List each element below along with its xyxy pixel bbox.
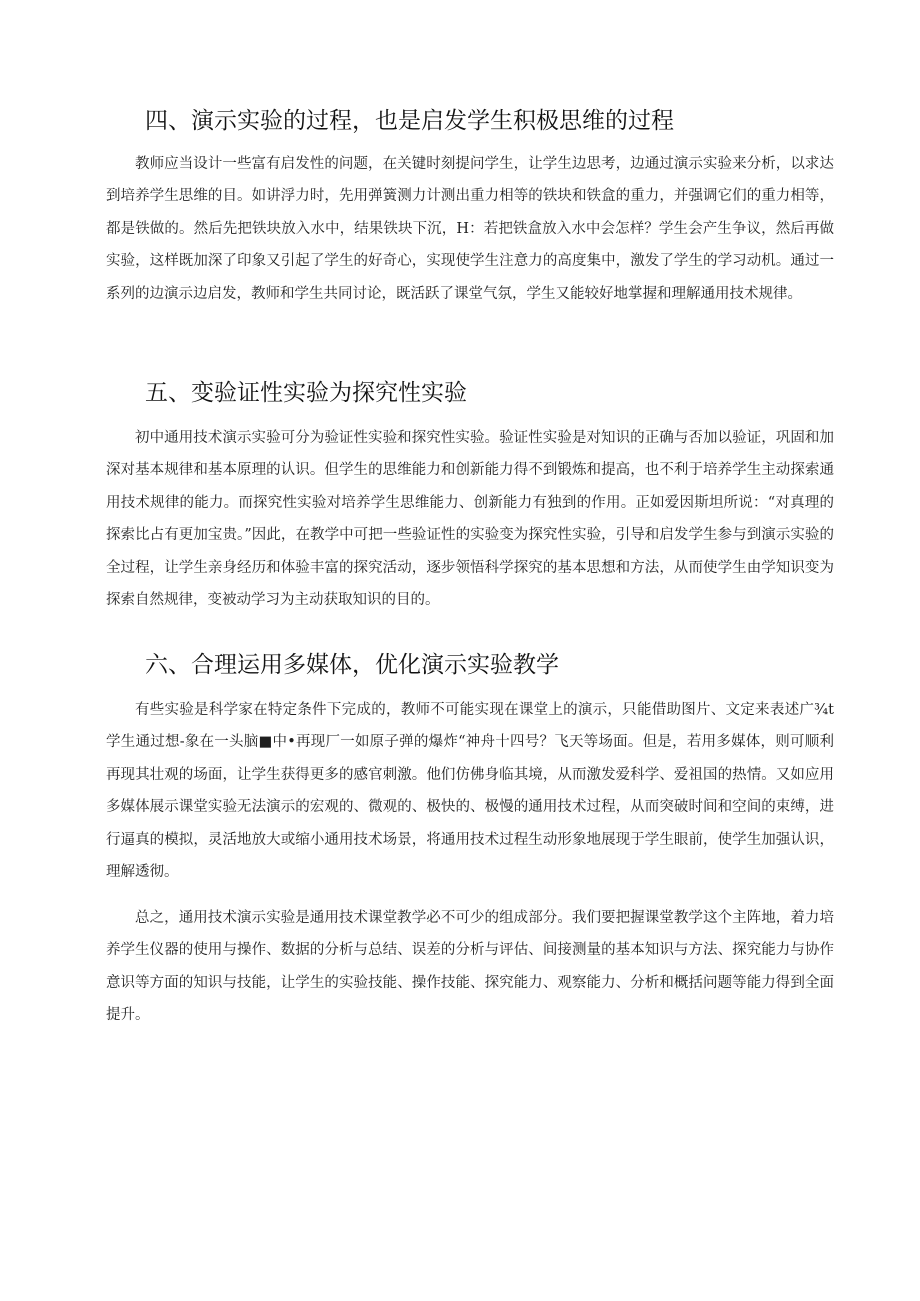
section-4-paragraph: 教师应当设计一些富有启发性的问题，在关键时刻提问学生，让学生边思考，边通过演示实验来分析，以求达到培养学生思维的目。如讲浮力时，先用弹簧测力计测出重力相等的铁块和铁盒的重力，并强调它们的重力相等，都是铁做的。然后先把铁块放入水中，结果铁块下沉，H：若把铁盒放入水中会怎样？学生会产生争议，然后再做实验，这样既加深了印象又引起了学生的好奇心，实现使学生注意力的高度集中，激发了学生的学习动机。通过一系列的边演示边启发，教师和学生共同讨论，既活跃了课堂气氛，学生又能较好地掌握和理解通用技术规律。 [106,156,834,302]
section-title-4: 四、演示实验的过程，也是启发学生积极思维的过程 [145,108,674,134]
section-title-5: 五、变验证性实验为探究性实验 [145,380,467,406]
section-6-paragraph: 有些实验是科学家在特定条件下完成的，教师不可能实现在课堂上的演示，只能借助图片、文定来表述广¾t学生通过想-象在一头脑■中•再现厂一如原子弹的爆炸“神舟十四号？飞天等场面。但是，若用多媒体，则可顺利再现其壮观的场面，让学生获得更多的感官刺激。他们仿佛身临其境，从而激发爱科学、爱祖国的热情。又如应用多媒体展示课堂实验无法演示的宏观的、微观的、极快的、极慢的通用技术过程，从而突破时间和空间的束缚，进行逼真的模拟，灵活地放大或缩小通用技术场景，将通用技术过程生动形象地展现于学生眼前，使学生加强认识，理解透彻。 [106,702,834,881]
section-title-6: 六、合理运用多媒体，优化演示实验教学 [145,652,559,678]
summary-paragraph: 总之，通用技术演示实验是通用技术课堂教学必不可少的组成部分。我们要把握课堂教学这个主阵地，着力培养学生仪器的使用与操作、数据的分析与总结、误差的分析与评估、间接测量的基本知识与方法、探究能力与协作意识等方面的知识与技能，让学生的实验技能、操作技能、探究能力、观察能力、分析和概括问题等能力得到全面提升。 [106,910,834,1024]
section-5-paragraph: 初中通用技术演示实验可分为验证性实验和探究性实验。验证性实验是对知识的正确与否加以验证，巩固和加深对基本规律和基本原理的认识。但学生的思维能力和创新能力得不到锻炼和提高，也不利于培养学生主动探索通用技术规律的能力。而探究性实验对培养学生思维能力、创新能力有独到的作用。正如爱因斯坦所说：“对真理的探索比占有更加宝贵。”因此，在教学中可把一些验证性的实验变为探究性实验，引导和启发学生参与到演示实验的全过程，让学生亲身经历和体验丰富的探究活动，逐步领悟科学探究的基本思想和方法，从而使学生由学知识变为探索自然规律，变被动学习为主动获取知识的目的。 [106,430,834,609]
